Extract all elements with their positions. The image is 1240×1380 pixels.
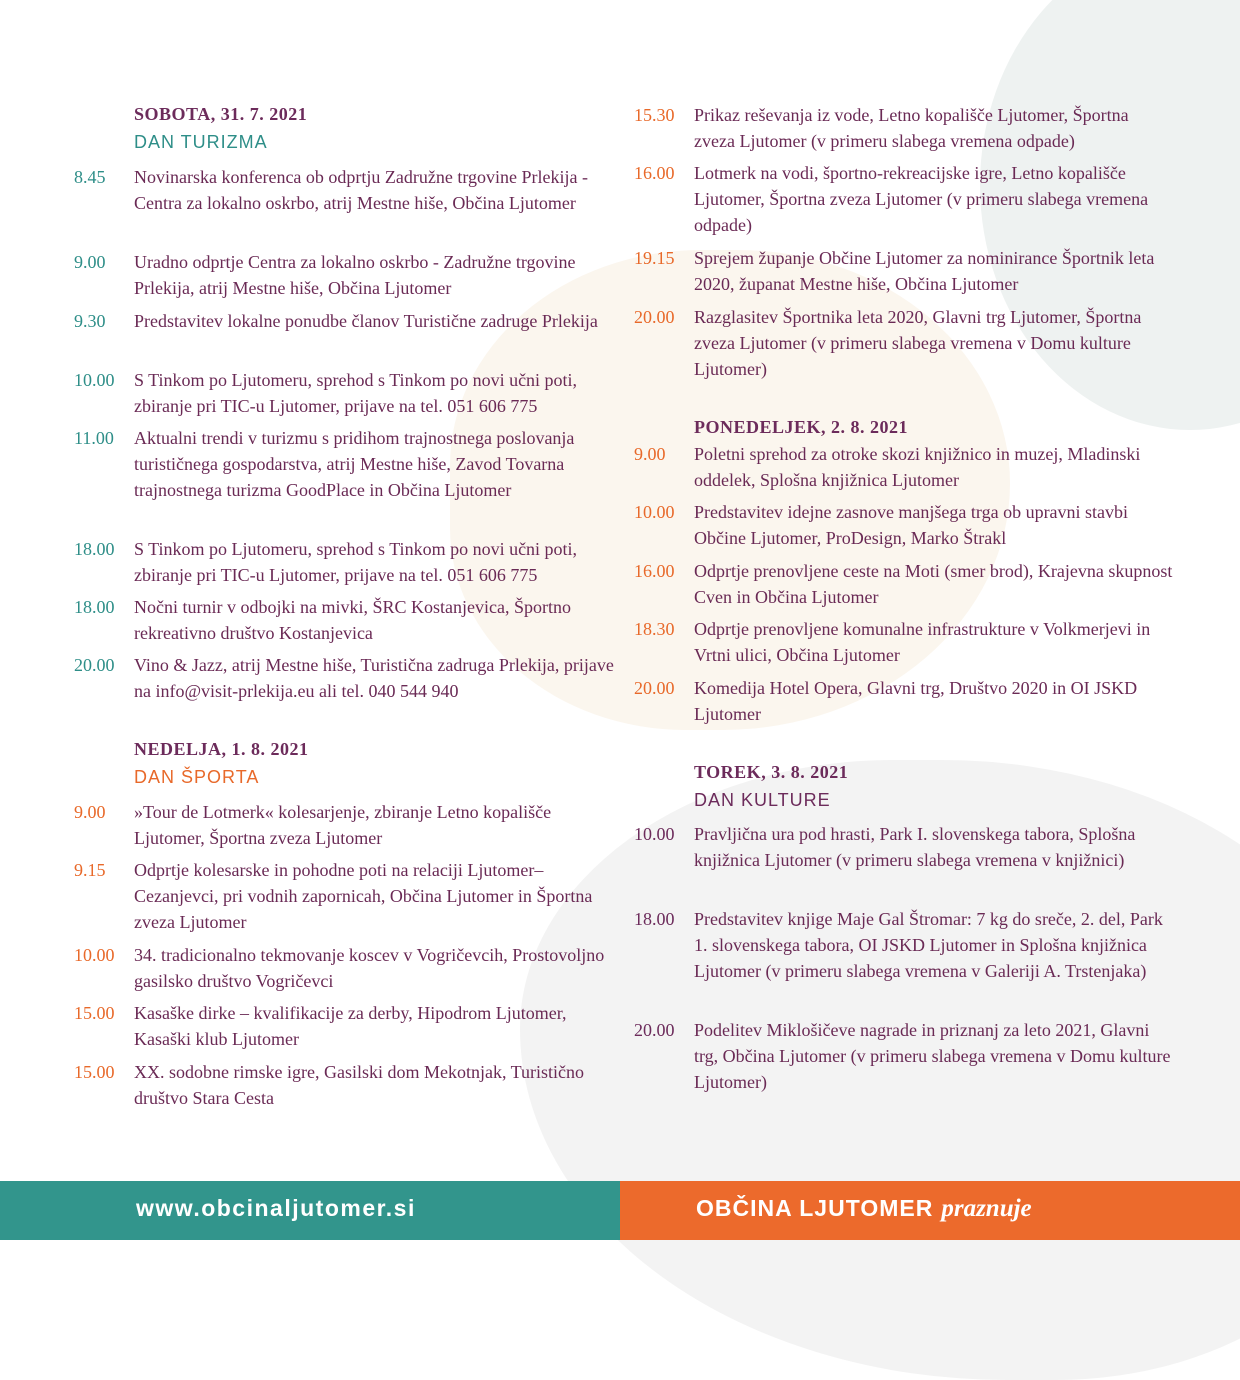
event-description: Sprejem županje Občine Ljutomer za nominirance Športnik leta 2020, županat Mestne hiše, Občina Ljutomer [694,248,1155,294]
event-time: 10.00 [74,945,115,965]
event-description: Lotmerk na vodi, športno-rekreacijske igre, Letno kopališče Ljutomer, Športna zveza Ljutomer (v primeru slabega vremena odpade) [694,163,1149,235]
event-time: 9.30 [74,311,106,331]
footer-left-bar [0,1181,620,1240]
event-time: 10.00 [634,502,675,522]
event-description: Kasaške dirke – kvalifikacije za derby, Hipodrom Ljutomer, Kasaški klub Ljutomer [134,1003,567,1049]
brand-name: OBČINA LJUTOMER [696,1195,934,1221]
event-time: 16.00 [634,163,675,183]
brand-tagline: praznuje [941,1195,1032,1222]
event-time: 11.00 [74,428,114,448]
event-time: 10.00 [74,370,115,390]
event-description: Predstavitev knjige Maje Gal Štromar: 7 kg do sreče, 2. del, Park 1. slovenskega tabora, OI JSKD Ljutomer in Splošna knjižnica Ljutomer (v primeru slabega vremena v Galeriji A. Trstenjaka) [694,909,1163,981]
day-title: TOREK, 3. 8. 2021 [694,762,849,782]
event-time: 18.30 [634,619,675,639]
event-description: Vino & Jazz, atrij Mestne hiše, Turistična zadruga Prlekija, prijave na info@visit-prlekija.eu ali tel. 040 544 940 [134,655,614,701]
event-description: XX. sodobne rimske igre, Gasilski dom Mekotnjak, Turistično društvo Stara Cesta [134,1062,584,1108]
event-description: Pravljična ura pod hrasti, Park I. slovenskega tabora, Splošna knjižnica Ljutomer (v primeru slabega vremena v knjižnici) [694,824,1136,870]
day-subtitle: DAN TURIZMA [134,132,268,152]
event-time: 9.00 [74,252,106,272]
event-description: S Tinkom po Ljutomeru, sprehod s Tinkom po novi učni poti, zbiranje pri TIC-u Ljutomer, prijave na tel. 051 606 775 [134,370,578,416]
event-description: Uradno odprtje Centra za lokalno oskrbo - Zadružne trgovine Prlekija, atrij Mestne hiše, Občina Ljutomer [134,252,576,298]
event-description: Poletni sprehod za otroke skozi knjižnico in muzej, Mladinski oddelek, Splošna knjižnica Ljutomer [694,444,1141,490]
day-title: SOBOTA, 31. 7. 2021 [134,104,308,124]
event-description: Prikaz reševanja iz vode, Letno kopališče Ljutomer, Športna zveza Ljutomer (v primeru slabega vremena odpade) [694,105,1129,151]
event-time: 16.00 [634,561,675,581]
event-description: Podelitev Miklošičeve nagrade in priznanj za leto 2021, Glavni trg, Občina Ljutomer (v primeru slabega vremena v Domu kulture Ljutomer) [694,1020,1171,1092]
event-time: 8.45 [74,167,106,187]
event-time: 15.30 [634,105,675,125]
event-time: 18.00 [74,597,115,617]
event-time: 19.15 [634,248,675,268]
event-time: 20.00 [634,678,675,698]
event-description: Predstavitev idejne zasnove manjšega trga ob upravni stavbi Občine Ljutomer, ProDesign, Marko Štrakl [694,502,1129,548]
event-time: 15.00 [74,1003,115,1023]
event-description: Predstavitev lokalne ponudbe članov Turistične zadruge Prlekija [134,311,598,331]
event-description: Odprtje kolesarske in pohodne poti na relaciji Ljutomer–Cezanjevci, pri vodnih zapornicah, Občina Ljutomer in Športna zveza Ljutomer [134,860,593,932]
event-time: 20.00 [634,307,675,327]
day-title: PONEDELJEK, 2. 8. 2021 [694,417,909,437]
event-time: 9.00 [74,802,106,822]
event-time: 9.15 [74,860,106,880]
event-time: 18.00 [634,909,675,929]
event-description: 34. tradicionalno tekmovanje koscev v Vogričevcih, Prostovoljno gasilsko društvo Vogričevci [134,945,605,991]
day-title: NEDELJA, 1. 8. 2021 [134,739,309,759]
event-time: 20.00 [634,1020,675,1040]
event-time: 15.00 [74,1062,115,1082]
event-description: Razglasitev Športnika leta 2020, Glavni trg Ljutomer, Športna zveza Ljutomer (v primeru slabega vremena v Domu kulture Ljutomer) [694,307,1142,379]
event-description: Nočni turnir v odbojki na mivki, ŠRC Kostanjevica, Športno rekreativno društvo Kostanjevica [134,597,571,643]
event-description: Aktualni trendi v turizmu s pridihom trajnostnega poslovanja turističnega gospodarstva, atrij Mestne hiše, Zavod Tovarna trajnostnega turizma GoodPlace in Občina Ljutomer [134,428,575,500]
event-time: 10.00 [634,824,675,844]
event-time: 20.00 [74,655,115,675]
event-time: 18.00 [74,539,115,559]
event-description: Odprtje prenovljene ceste na Moti (smer brod), Krajevna skupnost Cven in Občina Ljutomer [694,561,1173,607]
website-link[interactable]: www.obcinaljutomer.si [136,1195,416,1221]
day-subtitle: DAN ŠPORTA [134,767,260,787]
footer-brand [696,1195,1032,1223]
event-description: Odprtje prenovljene komunalne infrastrukture v Volkmerjevi in Vrtni ulici, Občina Ljutomer [694,619,1151,665]
event-description: Komedija Hotel Opera, Glavni trg, Društvo 2020 in OI JSKD Ljutomer [694,678,1138,724]
event-time: 9.00 [634,444,666,464]
event-description: Novinarska konferenca ob odprtju Zadružne trgovine Prlekija - Centra za lokalno oskrbo, atrij Mestne hiše, Občina Ljutomer [134,167,589,213]
day-subtitle: DAN KULTURE [694,790,831,810]
footer-right-bar [620,1181,1240,1240]
event-description: S Tinkom po Ljutomeru, sprehod s Tinkom po novi učni poti, zbiranje pri TIC-u Ljutomer, prijave na tel. 051 606 775 [134,539,578,585]
event-description: »Tour de Lotmerk« kolesarjenje, zbiranje Letno kopališče Ljutomer, Športna zveza Ljutomer [134,802,552,848]
